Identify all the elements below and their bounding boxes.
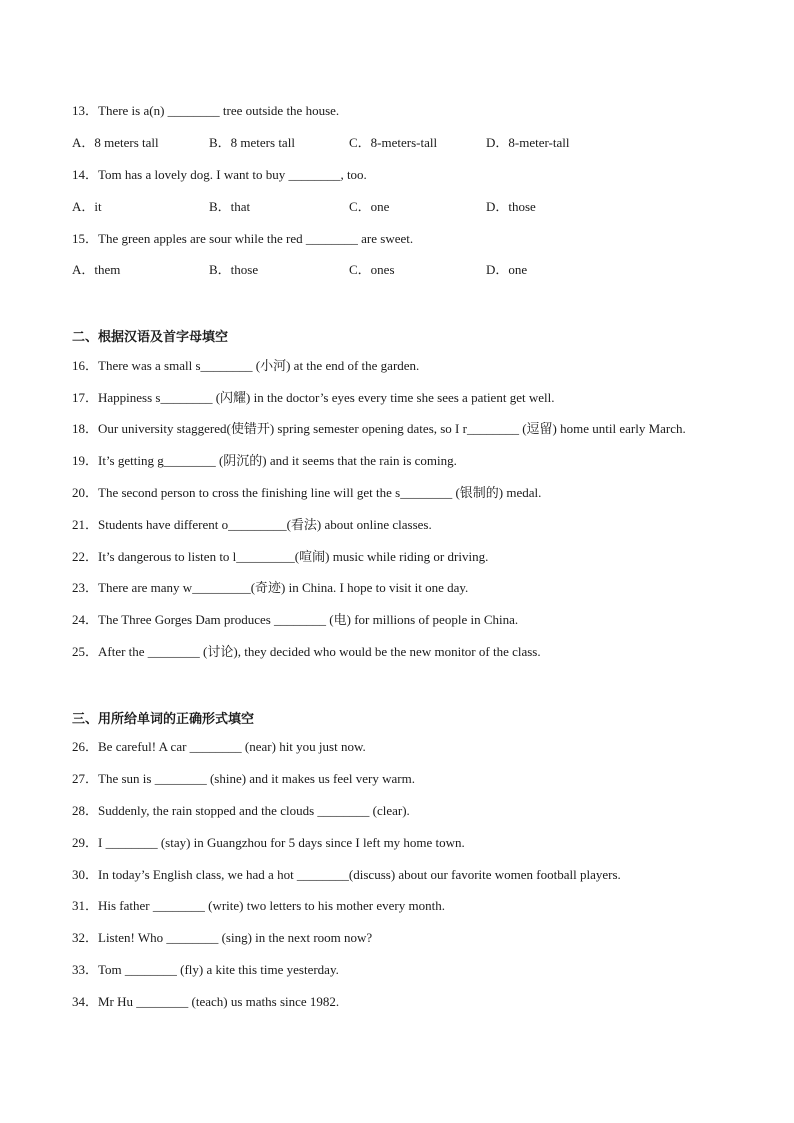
question-14: 14．Tom has a lovely dog. I want to buy ________, too. bbox=[72, 167, 367, 182]
option-b[interactable]: B．8 meters tall bbox=[209, 135, 295, 150]
question-34: 34．Mr Hu ________ (teach) us maths since 1982. bbox=[72, 994, 340, 1009]
question-22: 22．It’s dangerous to listen to l_________(喧闹) music while riding or driving. bbox=[72, 549, 489, 564]
option-c[interactable]: C．ones bbox=[349, 262, 395, 277]
question-30: 30．In today’s English class, we had a hot ________(discuss) about our favorite women football players. bbox=[72, 867, 621, 882]
section-2-title: 二、根据汉语及首字母填空 bbox=[72, 330, 229, 345]
option-d[interactable]: D．one bbox=[486, 262, 528, 277]
question-28: 28．Suddenly, the rain stopped and the clouds ________ (clear). bbox=[72, 803, 410, 818]
question-17: 17．Happiness s________ (闪耀) in the doctor’s eyes every time she sees a patient get well. bbox=[72, 390, 555, 405]
question-18: 18．Our university staggered(使错开) spring semester opening dates, so I r________ (逗留) home until early March. bbox=[72, 421, 686, 436]
option-c[interactable]: C．one bbox=[349, 199, 390, 214]
option-a[interactable]: A．8 meters tall bbox=[72, 135, 159, 150]
option-d[interactable]: D．those bbox=[486, 199, 536, 214]
options-15 bbox=[72, 262, 712, 278]
option-d[interactable]: D．8-meter-tall bbox=[486, 135, 570, 150]
option-a[interactable]: A．it bbox=[72, 199, 102, 214]
question-27: 27．The sun is ________ (shine) and it makes us feel very warm. bbox=[72, 771, 415, 786]
question-24: 24．The Three Gorges Dam produces ________ (电) for millions of people in China. bbox=[72, 612, 519, 627]
question-13: 13．There is a(n) ________ tree outside the house. bbox=[72, 103, 340, 118]
question-15: 15．The green apples are sour while the red ________ are sweet. bbox=[72, 231, 414, 246]
option-a[interactable]: A．them bbox=[72, 262, 121, 277]
question-21: 21．Students have different o_________(看法) about online classes. bbox=[72, 517, 432, 532]
section-3-title: 三、用所给单词的正确形式填空 bbox=[72, 712, 255, 727]
option-b[interactable]: B．that bbox=[209, 199, 251, 214]
options-13 bbox=[72, 135, 712, 151]
question-32: 32．Listen! Who ________ (sing) in the next room now? bbox=[72, 930, 373, 945]
option-b[interactable]: B．those bbox=[209, 262, 259, 277]
question-23: 23．There are many w_________(奇迹) in China. I hope to visit it one day. bbox=[72, 580, 469, 595]
option-c[interactable]: C．8-meters-tall bbox=[349, 135, 438, 150]
question-29: 29．I ________ (stay) in Guangzhou for 5 days since I left my home town. bbox=[72, 835, 465, 850]
options-14 bbox=[72, 199, 712, 215]
question-26: 26．Be careful! A car ________ (near) hit you just now. bbox=[72, 739, 366, 754]
question-19: 19．It’s getting g________ (阴沉的) and it seems that the rain is coming. bbox=[72, 453, 457, 468]
question-31: 31．His father ________ (write) two letters to his mother every month. bbox=[72, 898, 445, 913]
question-33: 33．Tom ________ (fly) a kite this time yesterday. bbox=[72, 962, 339, 977]
question-16: 16．There was a small s________ (小河) at the end of the garden. bbox=[72, 358, 420, 373]
question-25: 25．After the ________ (讨论), they decided who would be the new monitor of the class. bbox=[72, 644, 541, 659]
question-20: 20．The second person to cross the finishing line will get the s________ (银制的) medal. bbox=[72, 485, 542, 500]
